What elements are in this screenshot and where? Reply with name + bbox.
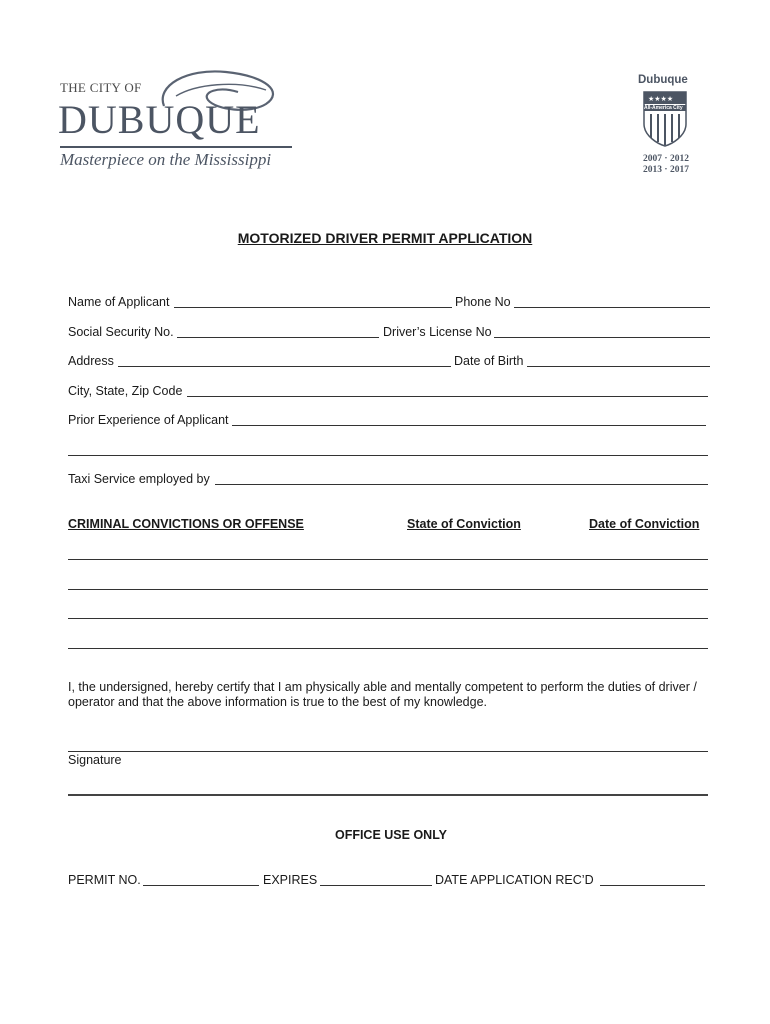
conviction-row-4[interactable] [68, 648, 708, 649]
date-application-received-label: DATE APPLICATION REC’D [435, 873, 594, 887]
conviction-row-3[interactable] [68, 618, 708, 619]
date-application-received-field[interactable] [600, 885, 705, 886]
conviction-row-2[interactable] [68, 589, 708, 590]
logo-rule [60, 146, 292, 148]
logo-name: DUBUQUE [58, 97, 261, 142]
shield-icon [642, 90, 688, 148]
date-of-birth-label: Date of Birth [454, 354, 524, 368]
all-america-city-badge [632, 70, 700, 180]
social-security-no-label: Social Security No. [68, 325, 174, 339]
badge-subtitle: All-America City [644, 105, 683, 111]
office-use-heading: OFFICE USE ONLY [334, 828, 448, 842]
office-divider [68, 794, 708, 796]
address-field[interactable] [118, 366, 451, 367]
expires-field[interactable] [320, 885, 432, 886]
signature-label: Signature [68, 753, 122, 767]
badge-years-line2: 2013 · 2017 [643, 165, 689, 175]
prior-experience-label: Prior Experience of Applicant [68, 413, 229, 427]
drivers-license-no-label: Driver’s License No [383, 325, 492, 339]
conviction-row-1[interactable] [68, 559, 708, 560]
taxi-service-field[interactable] [215, 484, 708, 485]
badge-title: Dubuque [638, 74, 688, 86]
logo-tagline: Masterpiece on the Mississippi [60, 150, 272, 169]
phone-no-label: Phone No [455, 295, 511, 309]
taxi-service-label: Taxi Service employed by [68, 472, 210, 486]
phone-no-field[interactable] [514, 307, 710, 308]
convictions-header-date: Date of Conviction [589, 517, 700, 531]
expires-label: EXPIRES [263, 873, 318, 887]
drivers-license-no-field[interactable] [494, 337, 710, 338]
signature-field[interactable] [68, 751, 708, 752]
convictions-header-state: State of Conviction [407, 517, 521, 531]
badge-years [636, 154, 696, 176]
convictions-header-offense: CRIMINAL CONVICTIONS OR OFFENSE [68, 517, 304, 531]
permit-no-label: PERMIT NO. [68, 873, 141, 887]
address-label: Address [68, 354, 114, 368]
certification-text: I, the undersigned, hereby certify that I am physically able and mentally competent to perform the duties of driver / operator and that the above information is true to the best of my knowledge. [68, 680, 697, 709]
name-of-applicant-label: Name of Applicant [68, 295, 170, 309]
permit-no-field[interactable] [143, 885, 259, 886]
logo-prefix: THE CITY OF [60, 80, 142, 95]
prior-experience-field[interactable] [232, 425, 706, 426]
city-logo [58, 66, 308, 176]
prior-experience-field-line-2[interactable] [68, 455, 708, 456]
city-state-zip-field[interactable] [187, 396, 708, 397]
form-title: MOTORIZED DRIVER PERMIT APPLICATION [237, 230, 533, 246]
date-of-birth-field[interactable] [527, 366, 710, 367]
city-state-zip-label: City, State, Zip Code [68, 384, 183, 398]
badge-years-line1: 2007 · 2012 [643, 154, 689, 164]
svg-text:★★★★: ★★★★ [648, 95, 674, 103]
name-of-applicant-field[interactable] [174, 307, 452, 308]
social-security-no-field[interactable] [177, 337, 379, 338]
